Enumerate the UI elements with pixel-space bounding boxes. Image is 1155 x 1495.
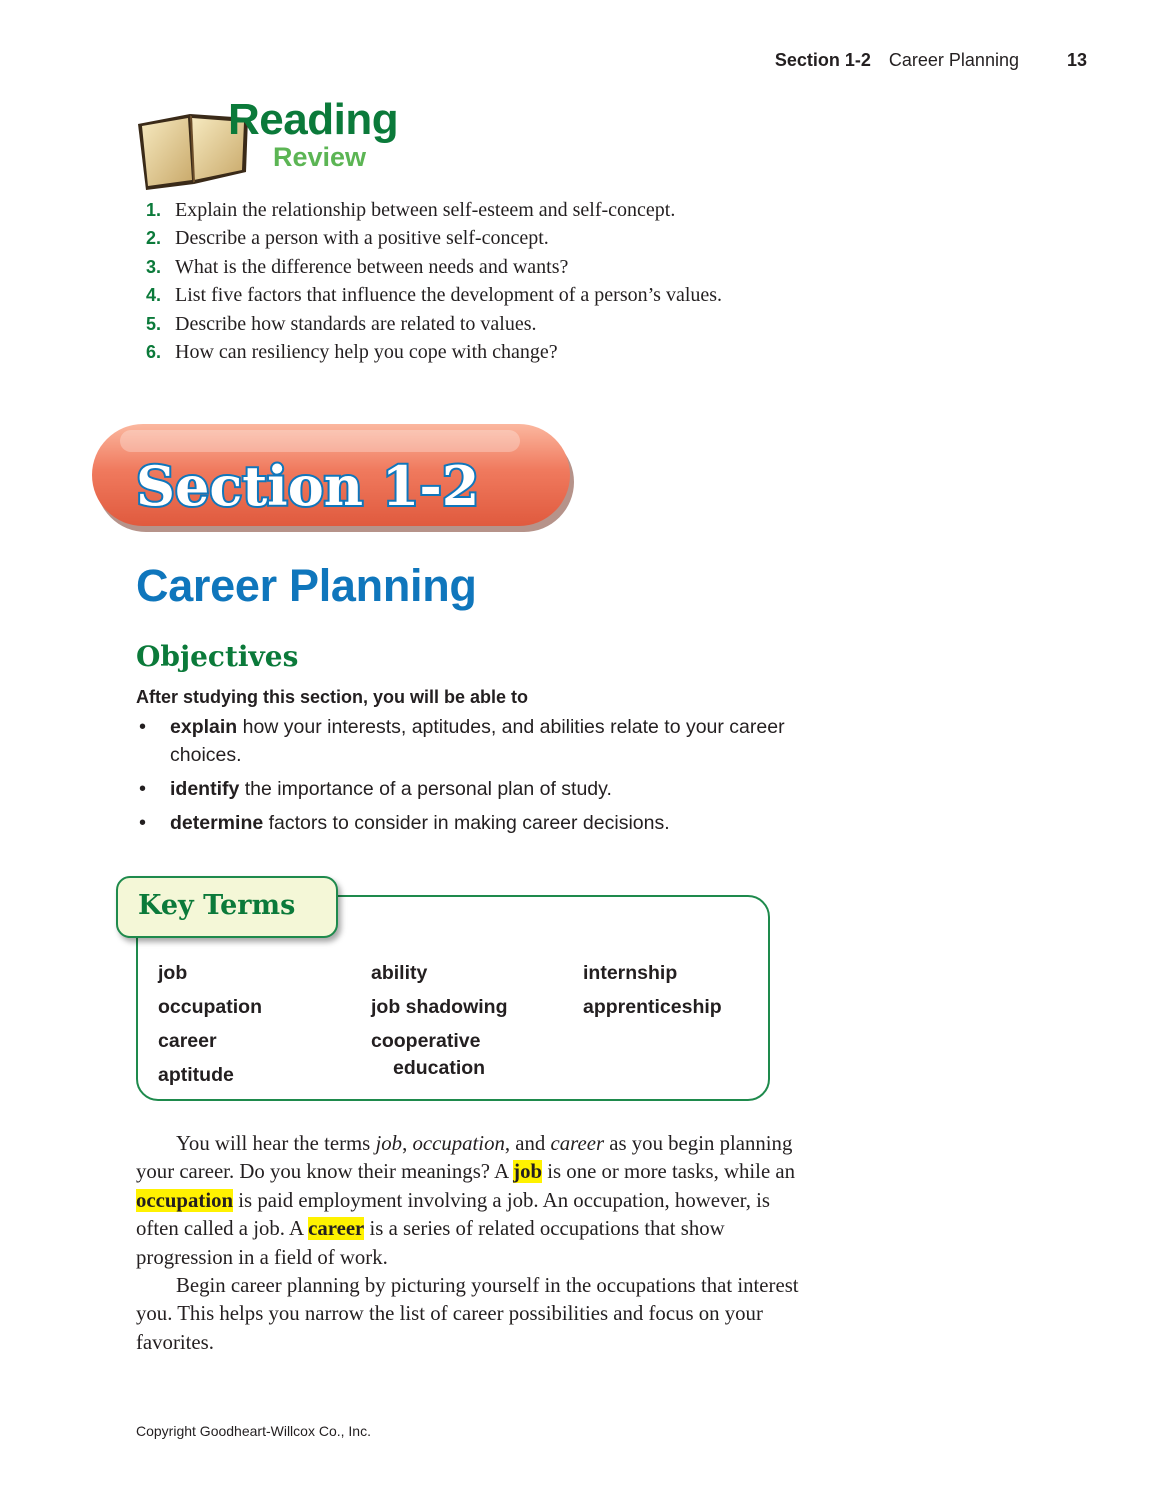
- body-text: [136, 1130, 806, 1357]
- running-head: [775, 50, 1087, 71]
- paragraph: Begin career planning by picturing yourself in the occupations that interest you. This helps you narrow the list of career possibilities and focus on your favorites.: [136, 1274, 799, 1354]
- key-term: occupation: [158, 996, 263, 1018]
- reading-review-title: Reading: [228, 95, 399, 144]
- list-item: • determine factors to consider in making career decisions.: [136, 809, 796, 837]
- key-terms-heading: Key Terms: [116, 876, 338, 938]
- bullet-icon: •: [139, 778, 147, 800]
- list-item: 2. Describe a person with a positive self-concept.: [146, 227, 549, 250]
- section-banner: [90, 422, 578, 534]
- section-banner-label: Section 1-2: [136, 454, 480, 518]
- key-term: aptitude: [158, 1064, 234, 1086]
- list-item: 4. List five factors that influence the development of a person’s values.: [146, 284, 723, 307]
- list-item: • explain how your interests, aptitudes, and abilities relate to your career choices.: [136, 713, 796, 769]
- list-item: 3. What is the difference between needs and wants?: [146, 255, 569, 278]
- key-term: job shadowing: [371, 996, 508, 1018]
- objectives-list: [136, 713, 796, 843]
- highlighted-term: occupation: [136, 1188, 234, 1212]
- objectives-heading: Objectives: [136, 640, 299, 673]
- key-terms-column-1: [158, 956, 262, 1092]
- page-number: 13: [1066, 50, 1087, 70]
- key-term: job: [158, 962, 188, 984]
- reading-review-subtitle: Review: [273, 142, 367, 172]
- copyright: Copyright Goodheart-Willcox Co., Inc.: [136, 1423, 371, 1439]
- key-terms-column-3: [583, 956, 722, 1024]
- review-questions: [146, 196, 722, 366]
- bullet-icon: •: [139, 812, 147, 834]
- paragraph: You will hear the terms job, occupation, and career as you begin planning your career. Do you know their meanings? A job is one or more tasks, while an occupation is paid employment involving a job. An occupation, however, is often called a job. A career is a series of related occupations that show progression in a field of work.: [136, 1132, 796, 1269]
- list-item: 1. Explain the relationship between self-esteem and self-concept.: [146, 199, 676, 221]
- list-item: 5. Describe how standards are related to values.: [146, 312, 537, 335]
- key-term: cooperative: [371, 1030, 481, 1052]
- running-head-section: Section 1-2: [774, 50, 871, 70]
- key-term: education: [393, 1057, 486, 1079]
- key-terms-column-2: [371, 956, 508, 1078]
- running-head-title: Career Planning: [888, 50, 1019, 70]
- list-item: • identify the importance of a personal plan of study.: [136, 775, 796, 803]
- key-term: apprenticeship: [583, 996, 722, 1018]
- list-item: 6. How can resiliency help you cope with change?: [146, 341, 558, 364]
- key-term: career: [158, 1030, 217, 1052]
- key-term: internship: [583, 962, 678, 984]
- page-title: Career Planning: [136, 560, 477, 611]
- highlighted-term: career: [308, 1217, 365, 1241]
- highlighted-term: job: [513, 1160, 543, 1184]
- key-term: ability: [371, 962, 428, 984]
- bullet-icon: •: [139, 716, 147, 738]
- objectives-intro: After studying this section, you will be able to: [136, 687, 529, 707]
